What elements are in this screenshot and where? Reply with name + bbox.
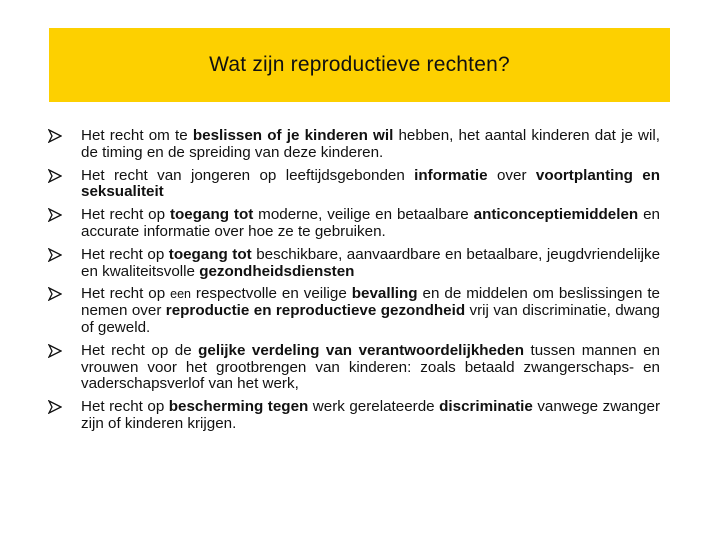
bullet-text: [81, 206, 660, 240]
bold-phrase: bevalling: [351, 285, 418, 303]
arrow-right-icon: [48, 400, 62, 414]
arrow-right-icon: [48, 208, 62, 222]
text-run: Het recht om te: [81, 127, 193, 144]
slide-title: Wat zijn reproductieve rechten?: [209, 53, 510, 76]
bullet-item: [46, 128, 660, 162]
text-run: Het recht op: [81, 285, 171, 303]
text-run: respectvolle en veilige: [190, 285, 352, 303]
bold-phrase: toegang tot: [169, 206, 254, 224]
bold-phrase: bescherming tegen: [168, 398, 309, 416]
arrow-right-icon: [48, 169, 62, 183]
arrow-right-icon: [48, 129, 62, 143]
text-run: Het recht op: [81, 245, 169, 263]
bullet-text: [81, 246, 660, 280]
bold-phrase: discriminatie: [439, 398, 533, 416]
bullet-item: [46, 286, 660, 336]
bullet-text: [81, 285, 660, 336]
bold-phrase: toegang tot: [168, 245, 252, 263]
text-run: vrij van discriminatie, dwang of geweld.: [81, 302, 660, 336]
bold-phrase: reproductie en reproductieve gezondheid: [165, 302, 466, 320]
bullet-item: [46, 168, 660, 202]
bullet-text: [81, 167, 660, 201]
text-run: over: [487, 166, 536, 184]
text-run: en de middelen om beslissingen te nemen over: [81, 285, 661, 320]
bold-phrase: voortplanting en seksualiteit: [81, 166, 661, 201]
bold-phrase: beslissen of je kinderen wil: [192, 127, 394, 144]
text-run: hebben, het aantal kinderen dat je wil, de timing en de spreiding van deze kinderen.: [81, 127, 660, 161]
bold-phrase: gezondheidsdiensten: [199, 262, 355, 280]
text-run: vanwege zwanger zijn of kinderen krijgen.: [81, 398, 661, 432]
arrow-right-icon: [48, 248, 62, 262]
bullet-text: [81, 398, 660, 432]
arrow-right-icon: [48, 287, 62, 301]
bullet-item: [46, 247, 660, 281]
text-run: werk gerelateerde: [308, 398, 440, 416]
bold-phrase: anticonceptiemiddelen: [473, 206, 639, 224]
bold-phrase: informatie: [414, 166, 488, 184]
bullet-text: [81, 342, 660, 393]
rights-bullet-list: [46, 128, 660, 439]
text-run: Het recht op: [81, 206, 170, 224]
bullet-item: [46, 343, 660, 393]
bullet-item: [46, 399, 660, 433]
text-run: Het recht op: [81, 398, 169, 416]
text-run: Het recht op de: [81, 341, 199, 359]
title-banner: [49, 28, 670, 102]
bullet-item: [46, 207, 660, 241]
text-run: moderne, veilige en betaalbare: [253, 206, 474, 224]
text-run: en accurate informatie over hoe ze te gebruiken.: [81, 206, 660, 240]
text-run: tussen mannen en vrouwen voor het grootbrengen van kinderen: zoals betaald zwangerschaps- en vaderschapsverlof van het werk,: [81, 341, 660, 393]
bullet-text: [81, 127, 660, 161]
bold-phrase: gelijke verdeling van verantwoordelijkheden: [198, 341, 524, 359]
text-run: beschikbare, aanvaardbare en betaalbare, jeugdvriendelijke en kwaliteitsvolle: [81, 245, 661, 280]
text-run: een: [170, 287, 191, 302]
text-run: Het recht van jongeren op leeftijdsgebonden: [81, 166, 415, 184]
arrow-right-icon: [48, 344, 62, 358]
